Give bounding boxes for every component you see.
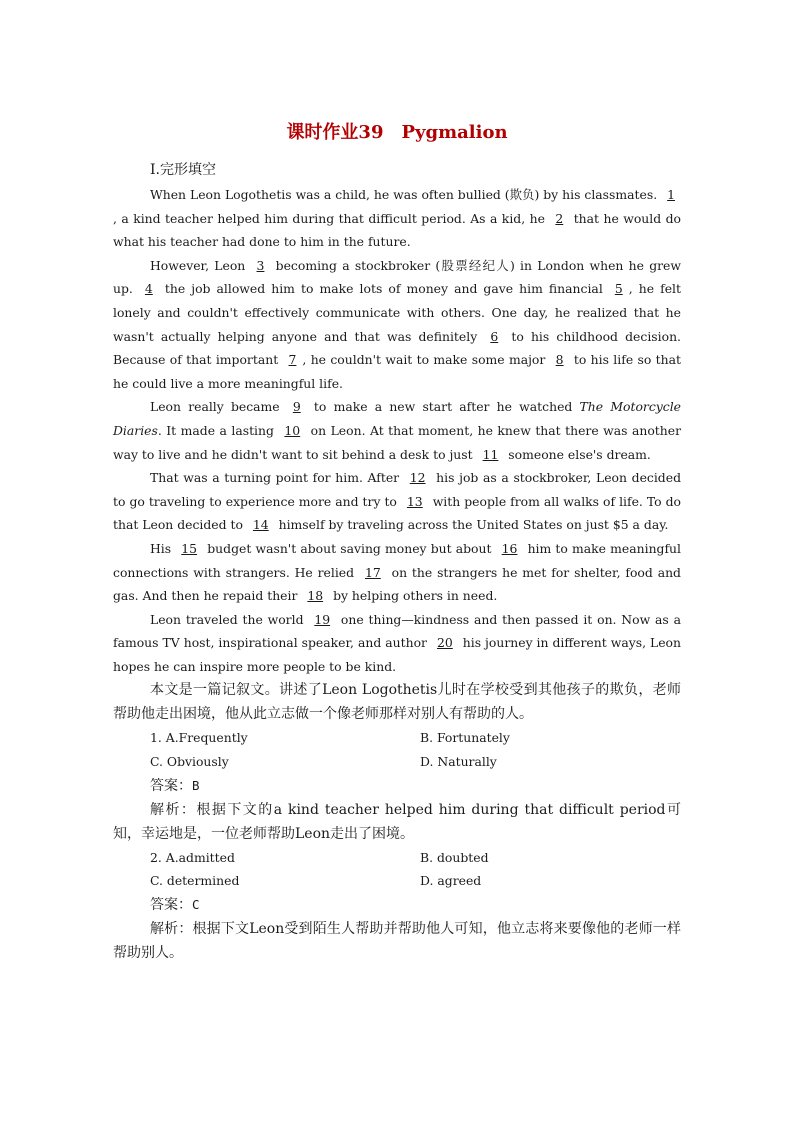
text: himself by traveling across the United States on just $5 a day. bbox=[274, 517, 669, 533]
text: Leon really became bbox=[150, 399, 287, 415]
text: to make a new start after he watched bbox=[306, 399, 580, 415]
blank-3: 3 bbox=[256, 257, 265, 273]
text: That was a turning point for him. After bbox=[150, 470, 404, 486]
section-heading: Ⅰ.完形填空 bbox=[150, 162, 216, 178]
passage-paragraph-3 bbox=[113, 395, 681, 466]
option-d: D. Naturally bbox=[420, 754, 497, 770]
options-row bbox=[150, 869, 681, 893]
blank-7: 7 bbox=[288, 352, 297, 368]
option-c: C. Obviously bbox=[150, 754, 229, 770]
blank-12: 12 bbox=[409, 470, 426, 486]
text: the job allowed him to make lots of money and gave him financial bbox=[158, 281, 609, 297]
option-a: 1. A.Frequently bbox=[150, 730, 248, 746]
text: , a kind teacher helped him during that difficult period. As a kid, he bbox=[113, 210, 550, 226]
blank-19: 19 bbox=[314, 611, 331, 627]
text: However, Leon bbox=[150, 257, 251, 273]
option-b: B. Fortunately bbox=[420, 730, 510, 746]
passage-paragraph-2 bbox=[113, 254, 681, 396]
text: by helping others in need. bbox=[329, 588, 498, 604]
explanation: 解析：根据下文的a kind teacher helped him during that difficult period可知，幸运地是，一位老师帮助Leon走出了困境。 bbox=[113, 801, 681, 842]
blank-10: 10 bbox=[284, 422, 301, 438]
text: Leon traveled the world bbox=[150, 611, 309, 627]
text: with people from all walks of life. To do that Leon decided to bbox=[113, 493, 682, 533]
blank-18: 18 bbox=[307, 588, 324, 604]
blank-15: 15 bbox=[181, 540, 198, 556]
blank-14: 14 bbox=[252, 517, 269, 533]
blank-20: 20 bbox=[436, 635, 453, 651]
blank-2: 2 bbox=[555, 210, 564, 226]
text: that he would do what his teacher had done to him in the future. bbox=[113, 210, 681, 250]
explanation: 解析：根据下文Leon受到陌生人帮助并帮助他人可知，他立志将来要像他的老师一样帮助别人。 bbox=[113, 920, 681, 961]
page-title: 课时作业39 Pygmalion bbox=[286, 122, 508, 143]
text: on Leon. At that moment, he knew that there was another way to live and he didn't want to sit behind a desk to just bbox=[113, 422, 681, 462]
option-a: 2. A.admitted bbox=[150, 849, 235, 865]
text: one thing—kindness and then passed it on. Now as a famous TV host, inspirational speaker, and author bbox=[113, 611, 682, 651]
option-c: C. determined bbox=[150, 873, 240, 889]
worksheet-page bbox=[113, 118, 681, 965]
text: When Leon Logothetis was a child, he was often bullied (欺负) by his classmates. bbox=[150, 187, 662, 202]
movie-title: The Motorcycle Diaries bbox=[113, 399, 682, 438]
text: , he couldn't wait to make some major bbox=[302, 352, 550, 368]
text: His bbox=[150, 540, 176, 556]
text: on the strangers he met for shelter, food and gas. And then he repaid their bbox=[113, 564, 681, 604]
answer-value: C bbox=[192, 896, 200, 912]
passage-paragraph-4 bbox=[113, 466, 681, 537]
blank-5: 5 bbox=[614, 281, 623, 297]
blank-6: 6 bbox=[490, 328, 499, 344]
text: his job as a stockbroker, Leon decided to go traveling to experience more and try to bbox=[113, 470, 681, 509]
blank-9: 9 bbox=[292, 399, 301, 415]
text: to his childhood decision. Because of that important bbox=[113, 328, 681, 368]
passage-summary: 本文是一篇记叙文。讲述了Leon Logothetis儿时在学校受到其他孩子的欺负，老师帮助他走出困境，他从此立志做一个像老师那样对别人有帮助的人。 bbox=[113, 682, 681, 723]
text: budget wasn't about saving money but about bbox=[203, 540, 496, 556]
passage-paragraph-5 bbox=[113, 537, 681, 608]
text: someone else's dream. bbox=[504, 446, 651, 462]
options-row bbox=[150, 846, 681, 870]
blank-1: 1 bbox=[667, 187, 675, 202]
blank-13: 13 bbox=[406, 493, 423, 509]
blank-8: 8 bbox=[555, 352, 564, 368]
text: , he felt lonely and couldn't effectively communicate with others. One day, he realized that he wasn't actually helping anyone and that was definitely bbox=[113, 281, 681, 344]
blank-11: 11 bbox=[482, 446, 499, 462]
answer-line bbox=[150, 774, 681, 798]
question-2 bbox=[113, 846, 681, 965]
text: . It made a lasting bbox=[157, 422, 279, 438]
text: becoming a stockbroker (股票经纪人) in London when he grew up. bbox=[113, 257, 681, 297]
text: his journey in different ways, Leon hopes he can inspire more people to be kind. bbox=[113, 635, 681, 674]
options-row bbox=[150, 726, 681, 750]
question-1 bbox=[113, 726, 681, 845]
answer-label: 答案： bbox=[150, 896, 192, 913]
answer-label: 答案： bbox=[150, 777, 192, 794]
option-d: D. agreed bbox=[420, 873, 482, 889]
answer-line bbox=[150, 893, 681, 917]
passage-paragraph-6 bbox=[113, 608, 681, 679]
blank-16: 16 bbox=[501, 540, 518, 556]
answer-value: B bbox=[192, 777, 200, 793]
blank-4: 4 bbox=[144, 281, 153, 297]
blank-17: 17 bbox=[364, 564, 381, 580]
options-row bbox=[150, 750, 681, 774]
option-b: B. doubted bbox=[420, 849, 489, 865]
passage-paragraph-1 bbox=[113, 183, 681, 254]
text: to his life so that he could live a more meaningful life. bbox=[113, 352, 681, 391]
text: him to make meaningful connections with strangers. He relied bbox=[113, 540, 682, 580]
